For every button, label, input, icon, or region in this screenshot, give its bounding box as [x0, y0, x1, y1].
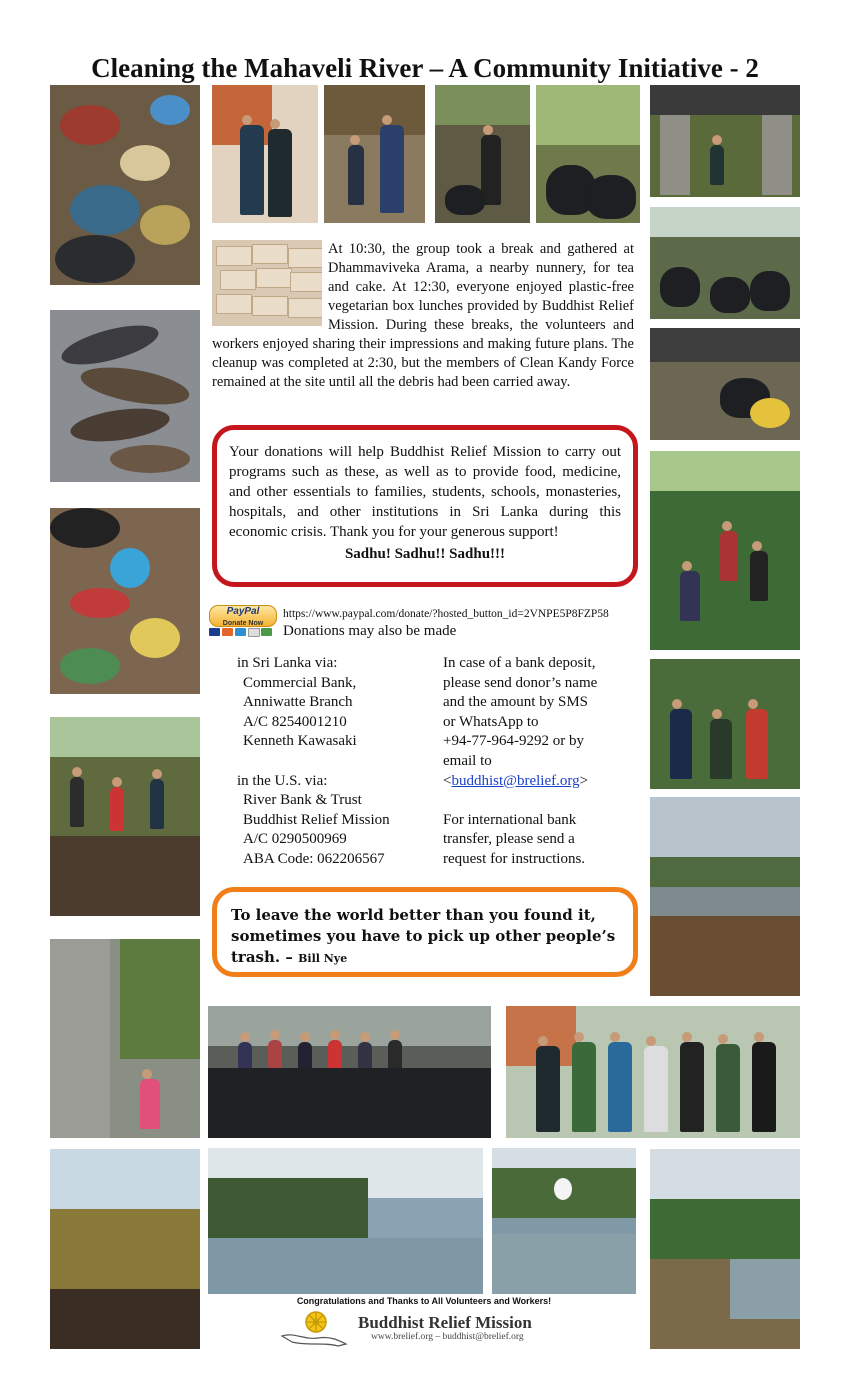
paypal-donate-button[interactable]: [207, 605, 277, 639]
quote-author: Bill Nye: [298, 952, 348, 965]
photo-three-volunteers: [650, 659, 800, 789]
donations-note: Donations may also be made: [283, 623, 457, 639]
amex-card-icon: [235, 628, 246, 636]
paypal-url[interactable]: https://www.paypal.com/donate/?hosted_button_id=2VNPE5P8FZP58: [283, 608, 609, 620]
bank-details: [237, 654, 437, 870]
intl-line: For international bank: [443, 811, 577, 828]
page-title: Cleaning the Mahaveli River – A Community Initiative - 2: [91, 53, 759, 83]
sri-lanka-heading: in Sri Lanka via:: [237, 655, 338, 671]
photo-sorting-cans: [50, 508, 200, 694]
intl-line: request for instructions.: [443, 850, 586, 867]
photo-bags-riverside: [650, 207, 800, 319]
deposit-line: In case of a bank deposit,: [443, 655, 596, 671]
appeal-text: Your donations will help Buddhist Relief Mission to carry out programs such as these, as well as to provide food, medicine, and other essentials to families, students, schools, monasteries, hospitals, and other institutions in Sri Lanka during this economic crisis. Thank you for your generous support!: [229, 444, 621, 540]
intl-line: transfer, please send a: [443, 831, 575, 848]
photo-river-view: [208, 1148, 483, 1294]
us-bank: River Bank & Trust: [243, 792, 362, 809]
deposit-line: please send donor’s name: [443, 674, 598, 691]
deposit-phone: +94-77-964-9292 or by: [443, 733, 584, 750]
dharma-wheel-logo-icon: [278, 1310, 348, 1348]
photo-under-bridge: [650, 85, 800, 197]
photo-two-women: [212, 85, 318, 223]
email-link[interactable]: buddhist@brelief.org: [451, 772, 580, 789]
donation-appeal-box: [212, 425, 638, 587]
us-holder: Buddhist Relief Mission: [243, 811, 390, 828]
deposit-line: or WhatsApp to: [443, 713, 539, 730]
photo-collected-trash: [50, 85, 200, 285]
photo-forest-volunteers: [650, 451, 800, 650]
mastercard-icon: [222, 628, 233, 636]
footer-org-name: Buddhist Relief Mission: [358, 1313, 532, 1332]
deposit-line: and the amount by SMS: [443, 694, 588, 711]
quote-text: To leave the world better than you found it, sometimes you have to pick up other people’s trash. –: [231, 906, 616, 966]
photo-riverbank-trees: [50, 1149, 200, 1349]
deposit-instructions: [443, 654, 643, 870]
photo-volunteers-sorting: [50, 717, 200, 916]
photo-bags-bridge: [650, 328, 800, 440]
paypal-logo: PayPal Donate Now: [209, 605, 277, 627]
footer-thanks: Congratulations and Thanks to All Volunteers and Workers!: [296, 1296, 552, 1306]
photo-suspension-bridge: [650, 797, 800, 996]
deposit-email-line: <buddhist@brelief.org>: [443, 772, 589, 789]
photo-woman-child: [324, 85, 425, 223]
bank-card-icon: [261, 628, 272, 636]
quote-box: [212, 887, 638, 977]
discover-card-icon: [248, 628, 260, 637]
photo-collecting-trash: [435, 85, 530, 223]
photo-riverbank-debris: [650, 1149, 800, 1349]
footer-contact: www.brelief.org – buddhist@brelief.org: [371, 1332, 524, 1342]
photo-group-portrait: [506, 1006, 800, 1138]
donate-now-label: Donate Now: [222, 620, 264, 627]
photo-group-with-bags: [208, 1006, 491, 1138]
deposit-line: email to: [443, 752, 492, 769]
sri-lanka-account: A/C 8254001210: [243, 713, 347, 730]
visa-card-icon: [209, 628, 220, 636]
story-text: At 10:30, the group took a break and gathered at Dhammaviveka Arama, a nearby nunnery, for tea and cake. At 12:30, everyone enjoyed plastic-free vegetarian box lunches provided by Buddhist Relief Mission. During these breaks, the volunteers and workers enjoyed sharing their impressions and making future plans. The cleanup was completed at 2:30, but the members of Clean Kandy Force remained at the site until all the debris had been carried away.: [212, 241, 634, 390]
sri-lanka-bank: Commercial Bank,: [243, 674, 357, 691]
sri-lanka-holder: Kenneth Kawasaki: [243, 733, 357, 750]
photo-temple-bridge: [492, 1148, 636, 1294]
photo-trash-bags-slope: [536, 85, 640, 223]
story-paragraph: [212, 240, 634, 392]
us-aba-code: ABA Code: 062206567: [243, 850, 385, 867]
photo-wall-cleanup: [50, 939, 200, 1138]
us-heading: in the U.S. via:: [237, 772, 328, 789]
photo-sandals-bag: [50, 310, 200, 482]
appeal-blessing: Sadhu! Sadhu!! Sadhu!!!: [344, 546, 506, 562]
photo-lunch-boxes: [212, 240, 322, 326]
us-account: A/C 0290500969: [243, 831, 347, 848]
sri-lanka-branch: Anniwatte Branch: [243, 694, 353, 711]
